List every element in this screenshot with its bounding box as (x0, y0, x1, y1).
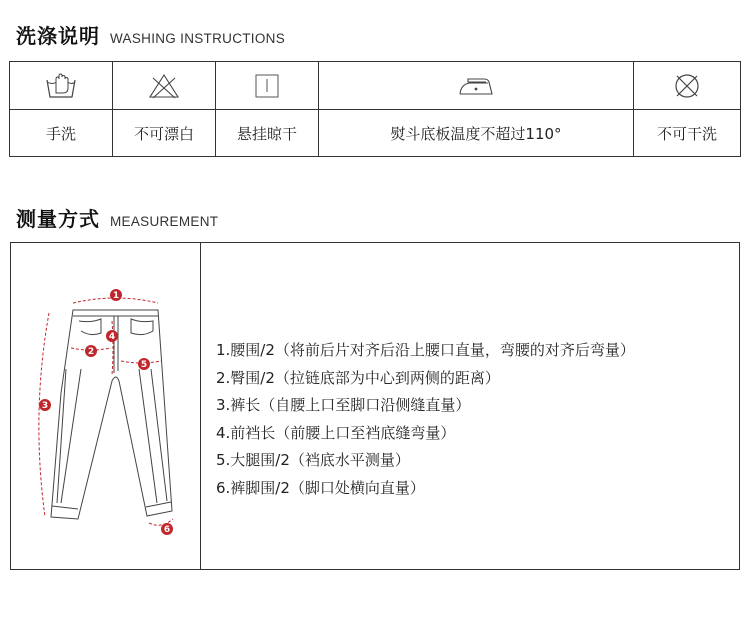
no-dry-clean-label: 不可干洗 (634, 110, 741, 157)
iron-cell (319, 62, 634, 110)
washing-title-en: WASHING INSTRUCTIONS (110, 31, 286, 46)
washing-heading (16, 20, 285, 49)
hang-dry-icon (254, 73, 280, 99)
marker-1-label: 1 (112, 291, 120, 301)
pants-diagram (21, 273, 191, 543)
measurement-item: 2.臀围/2（拉链底部为中心到两侧的距离） (216, 368, 500, 387)
washing-table (9, 61, 741, 157)
marker-6-label: 6 (163, 525, 171, 535)
hand-wash-icon (44, 71, 78, 101)
washing-labels-row (10, 110, 741, 157)
measurement-item: 1.腰围/2（将前后片对齐后沿上腰口直量，弯腰的对齐后弯量） (216, 341, 635, 359)
measurement-title-en: MEASUREMENT (110, 214, 219, 229)
measure-lines (39, 298, 173, 525)
marker-3 (39, 399, 51, 411)
hang-dry-cell (216, 62, 319, 110)
hand-wash-cell (10, 62, 113, 110)
marker-5-label: 5 (140, 360, 148, 370)
no-bleach-label: 不可漂白 (113, 110, 216, 157)
washing-icons-row (10, 62, 741, 110)
marker-3-label: 3 (41, 401, 49, 411)
marker-1 (110, 289, 122, 301)
iron-low-temp-icon (458, 75, 494, 97)
marker-2 (85, 345, 97, 357)
marker-4 (106, 330, 118, 342)
measurement-heading (16, 203, 218, 232)
marker-4-label: 4 (108, 332, 116, 342)
no-bleach-cell (113, 62, 216, 110)
measurement-item: 5.大腿围/2（裆底水平测量） (216, 451, 410, 469)
measurement-list (216, 337, 635, 502)
hang-dry-label: 悬挂晾干 (216, 110, 319, 157)
washing-title-zh: 洗涤说明 (16, 24, 100, 48)
measurement-divider (200, 243, 201, 569)
marker-5 (138, 358, 150, 370)
measurement-item: 6.裤脚围/2（脚口处横向直量） (216, 478, 425, 497)
iron-label: 熨斗底板温度不超过110° (319, 110, 634, 157)
measurement-item: 4.前裆长（前腰上口至裆底缝弯量） (216, 423, 456, 442)
no-dry-clean-icon (672, 71, 702, 101)
hand-wash-label: 手洗 (10, 110, 113, 157)
no-dry-clean-cell (634, 62, 741, 110)
measurement-item: 3.裤长（自腰上口至脚口沿侧缝直量） (216, 396, 471, 414)
marker-2-label: 2 (87, 347, 95, 357)
measurement-title-zh: 测量方式 (16, 207, 100, 231)
no-bleach-icon (147, 72, 181, 100)
measurement-box (10, 242, 740, 570)
marker-6 (161, 523, 173, 535)
